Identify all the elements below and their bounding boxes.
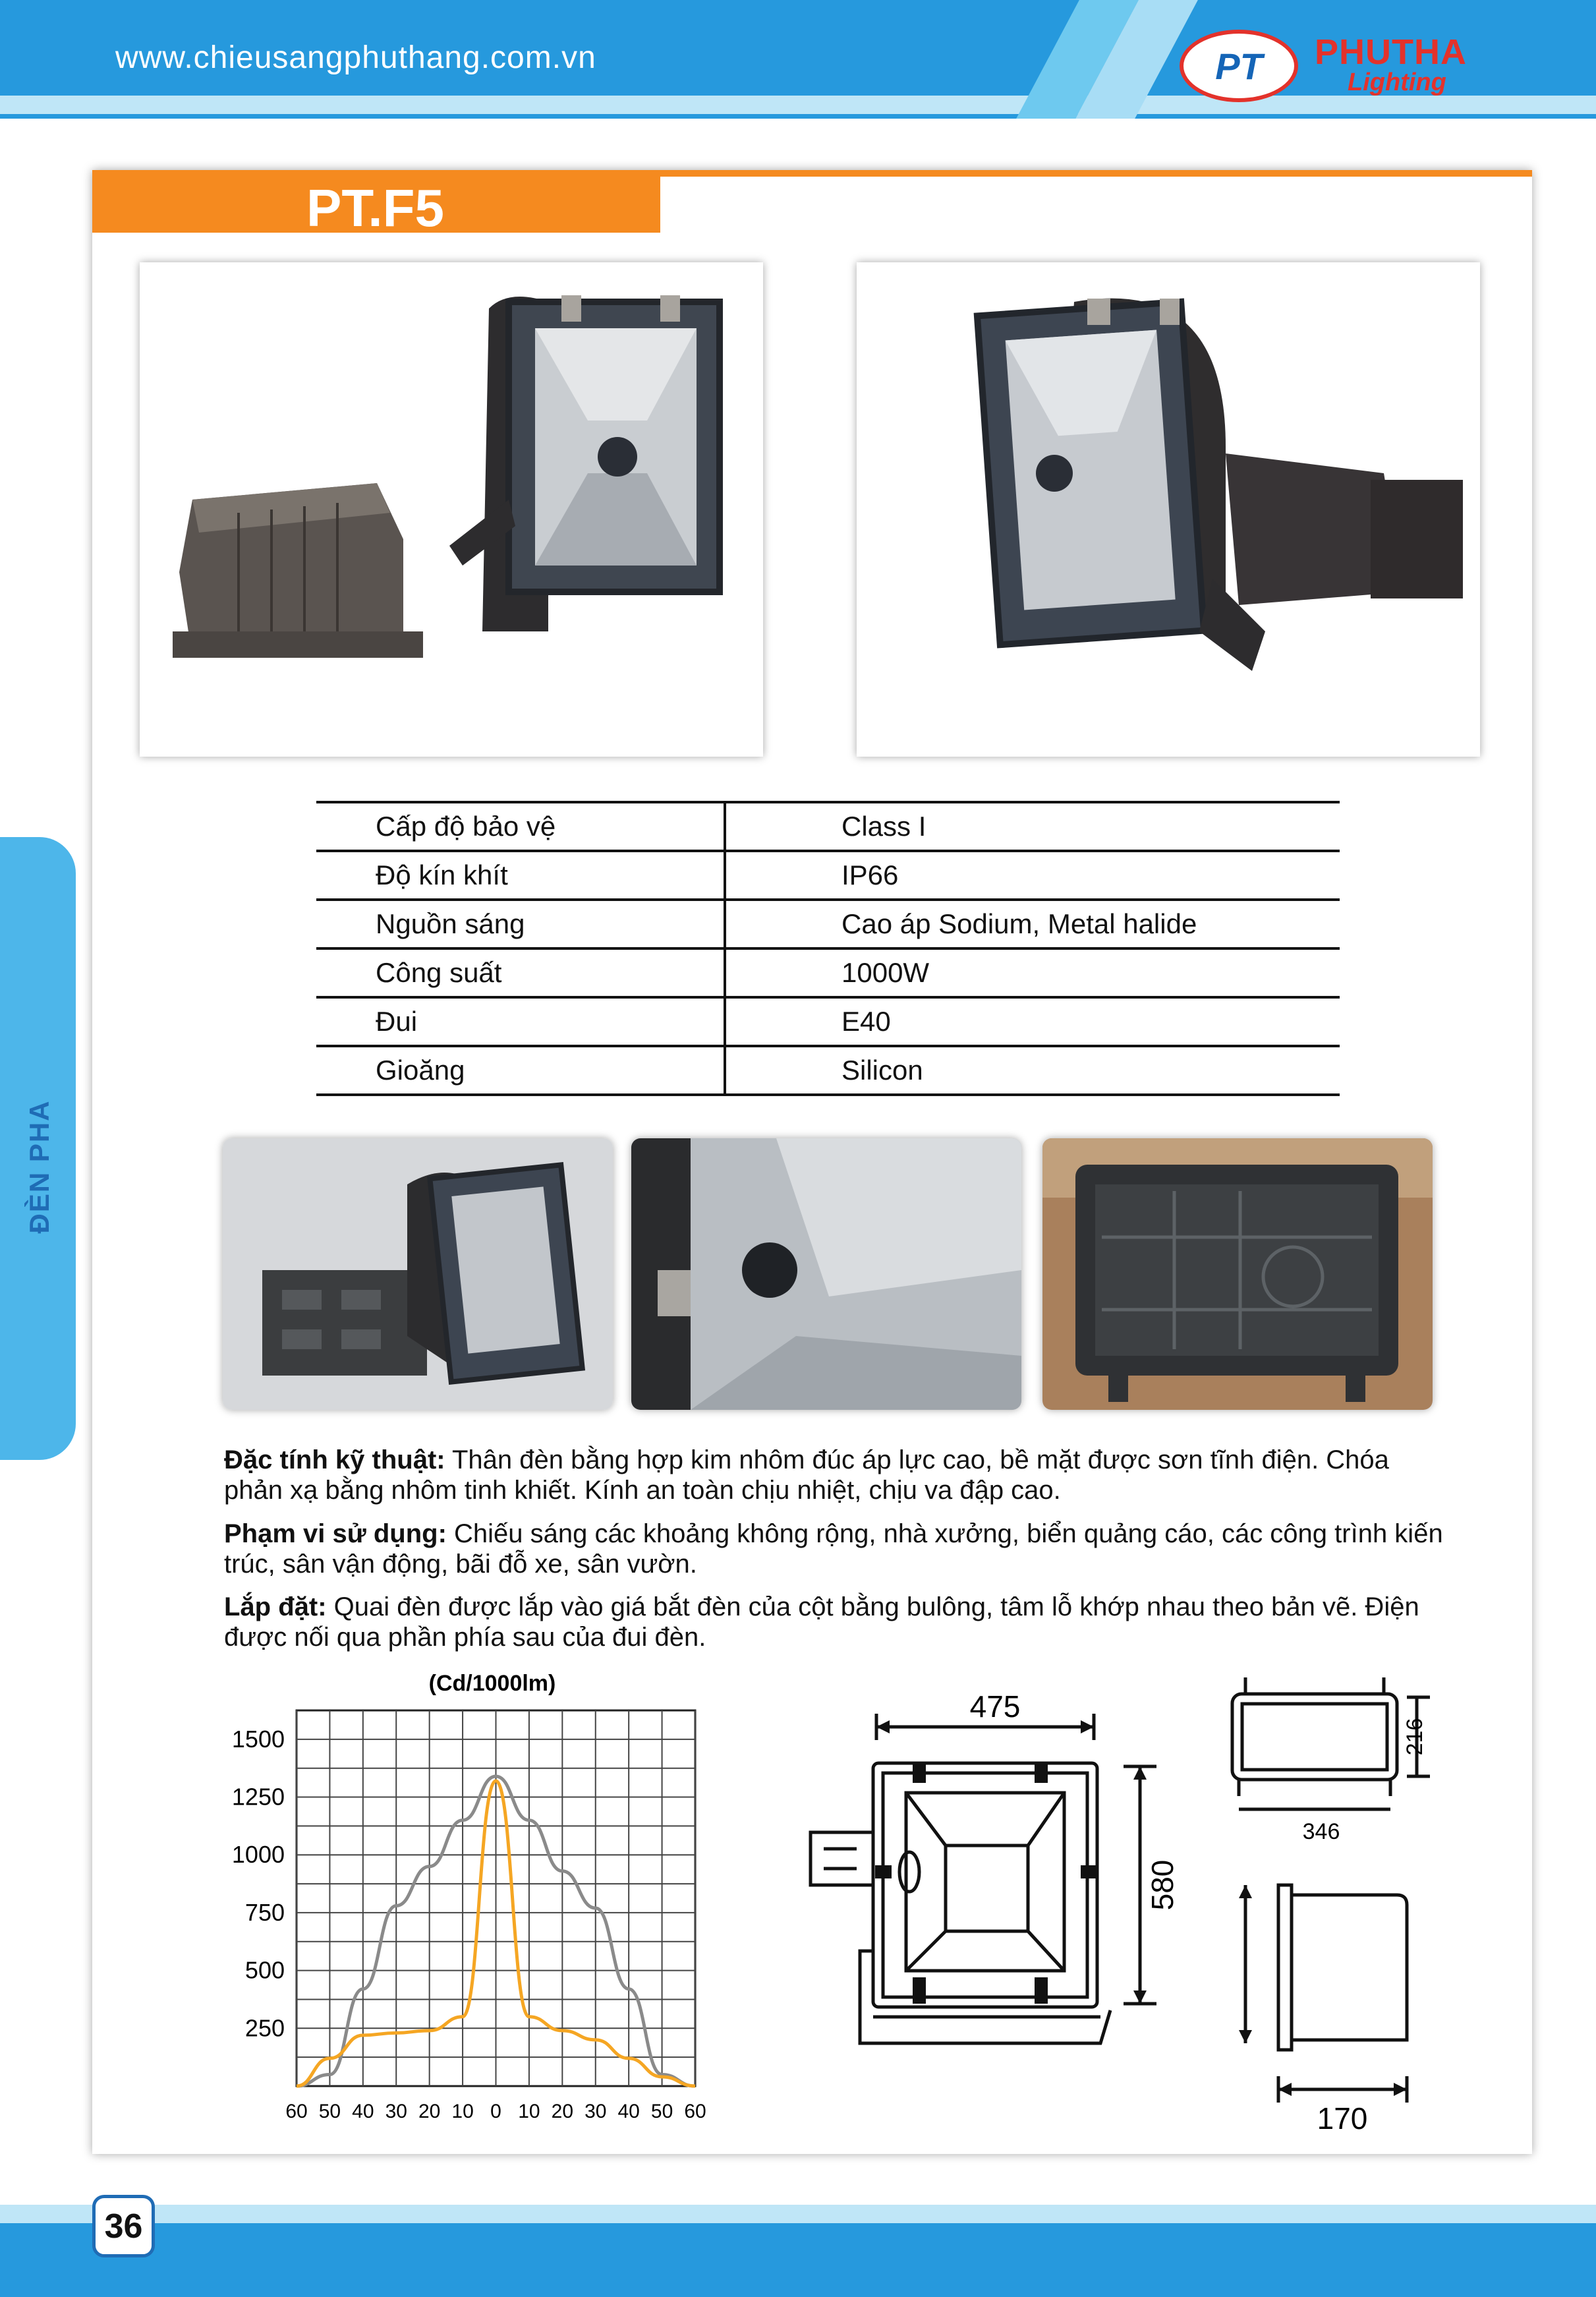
tech-label: Đặc tính kỹ thuật: xyxy=(224,1445,445,1474)
x-tick-label: 50 xyxy=(650,2101,673,2122)
y-tick-label: 1250 xyxy=(231,1783,285,1811)
dimension-width-top: 346 xyxy=(1302,1819,1340,1844)
x-tick-label: 60 xyxy=(684,2101,706,2122)
x-tick-label: 30 xyxy=(584,2101,607,2122)
brand-subtitle: Lighting xyxy=(1348,69,1446,96)
table-row xyxy=(316,851,1340,900)
table-row xyxy=(316,997,1340,1046)
spec-value: Silicon xyxy=(725,1046,1340,1095)
page-number: 36 xyxy=(92,2195,155,2257)
spec-label: Cấp độ bảo vệ xyxy=(316,802,725,851)
x-tick-label: 20 xyxy=(418,2101,441,2122)
x-tick-label: 60 xyxy=(285,2101,308,2122)
spec-value: Class I xyxy=(725,802,1340,851)
x-tick-label: 40 xyxy=(352,2101,374,2122)
y-tick-label: 1500 xyxy=(231,1725,285,1753)
detail-photo-reflector xyxy=(631,1138,1021,1410)
chart-x-ticks xyxy=(285,2101,706,2122)
chart-y-ticks xyxy=(232,1726,285,2041)
dimension-drawings xyxy=(791,1668,1450,2142)
chart-title: (Cd/1000lm) xyxy=(428,1671,556,1696)
x-tick-label: 40 xyxy=(617,2101,640,2122)
dimension-depth-top: 216 xyxy=(1402,1718,1427,1756)
dimension-depth-side: 170 xyxy=(1317,2101,1368,2136)
table-row xyxy=(316,900,1340,948)
spec-label: Độ kín khít xyxy=(316,851,725,900)
table-row xyxy=(316,802,1340,851)
spec-label: Công suất xyxy=(316,948,725,997)
title-rule xyxy=(92,170,1532,177)
x-tick-label: 0 xyxy=(490,2101,501,2122)
table-row xyxy=(316,948,1340,997)
dimension-height-front: 580 xyxy=(1145,1859,1180,1911)
product-photo-front xyxy=(140,262,763,757)
website-url[interactable]: www.chieusangphuthang.com.vn xyxy=(115,40,596,75)
x-tick-label: 10 xyxy=(451,2101,474,2122)
x-tick-label: 30 xyxy=(385,2101,407,2122)
y-tick-label: 250 xyxy=(244,2014,285,2042)
chart-grid xyxy=(297,1710,695,2086)
tech-text: Thân đèn bằng hợp kim nhôm đúc áp lực cao, bề mặt được sơn tĩnh điện. Chóa phản xạ bằng nhôm tinh khiết. Kính an toàn chịu nhiệt, chịu va đập cao. xyxy=(224,1445,1389,1505)
detail-photo-gear-housing xyxy=(1042,1138,1433,1410)
x-tick-label: 10 xyxy=(518,2101,540,2122)
spec-value: 1000W xyxy=(725,948,1340,997)
x-tick-label: 20 xyxy=(551,2101,574,2122)
spec-label: Đui xyxy=(316,997,725,1046)
product-photo-rear xyxy=(857,262,1480,757)
usage-label: Phạm vi sử dụng: xyxy=(224,1519,447,1548)
spec-value: Cao áp Sodium, Metal halide xyxy=(725,900,1340,948)
usage-description xyxy=(224,1519,1450,1579)
spec-table xyxy=(316,801,1340,1096)
detail-photo-back-view xyxy=(223,1138,613,1410)
dimension-width-front: 475 xyxy=(969,1689,1021,1724)
spec-label: Nguồn sáng xyxy=(316,900,725,948)
tech-description xyxy=(224,1445,1450,1505)
spec-value: E40 xyxy=(725,997,1340,1046)
y-tick-label: 500 xyxy=(244,1956,285,1984)
usage-text: Chiếu sáng các khoảng không rộng, nhà xưởng, biển quảng cáo, các công trình kiến trúc, sân vận động, bãi đỗ xe, sân vườn. xyxy=(224,1519,1443,1579)
x-tick-label: 50 xyxy=(318,2101,341,2122)
install-text: Quai đèn được lắp vào giá bắt đèn của cột bằng bulông, tâm lỗ khớp nhau theo bản vẽ. Điện được nối qua phần phía sau của đui đèn. xyxy=(224,1592,1419,1652)
spec-label: Gioăng xyxy=(316,1046,725,1095)
y-tick-label: 1000 xyxy=(231,1841,285,1869)
product-title: PT.F5 xyxy=(306,179,444,237)
brand-logo-icon: PT xyxy=(1180,30,1298,102)
side-category-label: ĐÈN PHA xyxy=(24,1099,55,1234)
spec-value: IP66 xyxy=(725,851,1340,900)
brand-name: PHUTHA xyxy=(1315,32,1467,72)
install-description xyxy=(224,1592,1450,1652)
install-label: Lắp đặt: xyxy=(224,1592,327,1621)
table-row xyxy=(316,1046,1340,1095)
footer-bar xyxy=(0,2205,1596,2297)
y-tick-label: 750 xyxy=(244,1898,285,1926)
light-distribution-chart xyxy=(198,1661,738,2122)
